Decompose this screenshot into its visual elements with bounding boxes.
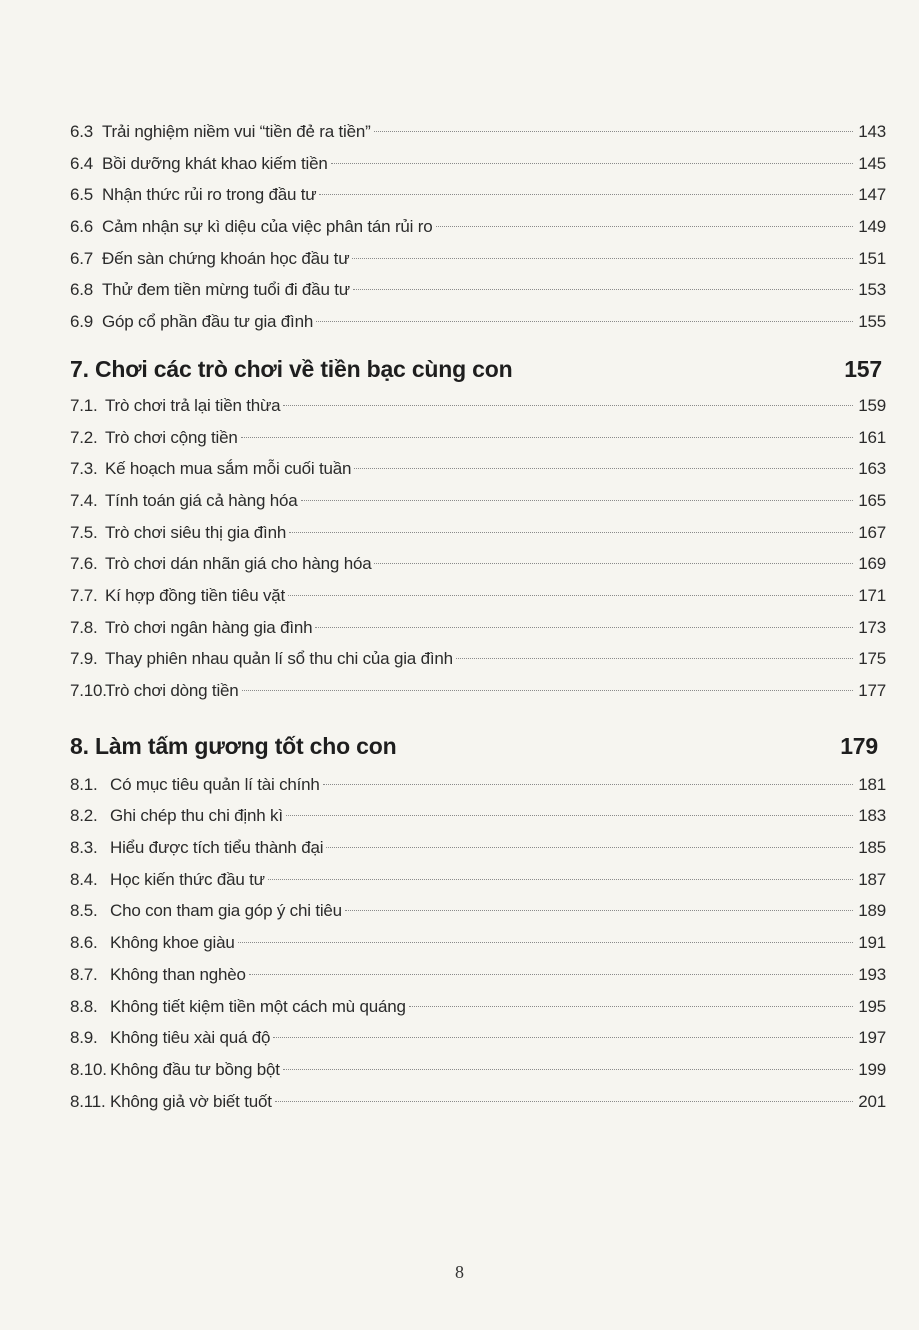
toc-entry-number: 7.1. <box>70 395 98 415</box>
toc-entry-number: 8.4. <box>70 869 98 889</box>
toc-entry-title: Trò chơi siêu thị gia đình <box>105 522 287 542</box>
toc-entry-page: 151 <box>858 248 886 268</box>
toc-entry[interactable] <box>70 1054 886 1086</box>
toc-entry-number: 6.5 <box>70 185 94 205</box>
dot-leader <box>374 563 853 564</box>
toc-entry[interactable] <box>70 832 886 864</box>
toc-entry[interactable] <box>70 895 886 927</box>
toc-entry-title: Cho con tham gia góp ý chi tiêu <box>110 901 342 921</box>
dot-leader <box>273 1037 853 1038</box>
toc-entry[interactable] <box>70 306 886 338</box>
toc-entry-number: 8.11. <box>70 1091 106 1111</box>
toc-entry-page: 183 <box>858 806 886 826</box>
toc-entry-page: 153 <box>858 280 886 300</box>
chapter-8-page: 179 <box>840 732 878 759</box>
toc-entry[interactable] <box>70 548 886 580</box>
toc-entry-number: 6.3 <box>70 122 94 141</box>
toc-entry-title: Không tiết kiệm tiền một cách mù quáng <box>110 996 406 1016</box>
toc-entry-page: 163 <box>858 459 886 479</box>
toc-entry-page: 169 <box>858 554 886 574</box>
dot-leader <box>315 627 853 628</box>
toc-entry[interactable] <box>70 991 886 1023</box>
dot-leader <box>242 690 853 691</box>
dot-leader <box>241 437 853 438</box>
dot-leader <box>268 879 853 880</box>
toc-entry-page: 177 <box>858 681 886 700</box>
toc-entry-title: Trò chơi dòng tiền <box>105 681 239 700</box>
toc-entry-number: 8.3. <box>70 838 98 858</box>
toc-entry-page: 147 <box>858 185 886 205</box>
toc-entry[interactable] <box>70 453 886 485</box>
dot-leader <box>283 405 853 406</box>
toc-entry-title: Nhận thức rủi ro trong đầu tư <box>102 185 317 205</box>
toc-entry-number: 7.2. <box>70 427 98 447</box>
toc-entry-page: 189 <box>858 901 886 921</box>
toc-entry-page: 159 <box>858 395 886 415</box>
dot-leader <box>409 1006 853 1007</box>
toc-entry-title: Trò chơi dán nhãn giá cho hàng hóa <box>105 554 372 574</box>
toc-entry-page: 185 <box>858 838 886 858</box>
toc-entry-page: 193 <box>858 964 886 984</box>
toc-entry-page: 195 <box>858 996 886 1016</box>
toc-entry[interactable] <box>70 675 886 707</box>
toc-entry-number: 7.3. <box>70 459 98 479</box>
toc-entry-title: Trải nghiệm niềm vui “tiền đẻ ra tiền” <box>102 122 371 141</box>
toc-entry-title: Trò chơi trả lại tiền thừa <box>105 395 281 415</box>
dot-leader <box>456 658 853 659</box>
dot-leader <box>301 500 853 501</box>
toc-entry-number: 6.7 <box>70 248 94 268</box>
chapter-7-page: 157 <box>844 355 882 382</box>
dot-leader <box>326 847 853 848</box>
toc-entry-title: Kế hoạch mua sắm mỗi cuối tuần <box>105 459 352 479</box>
toc-entry-title: Kí hợp đồng tiền tiêu vặt <box>105 585 286 605</box>
toc-entry-number: 8.9. <box>70 1028 98 1048</box>
toc-entry-page: 143 <box>858 122 886 141</box>
dot-leader <box>323 784 853 785</box>
toc-entry[interactable] <box>70 390 886 422</box>
section-7-list <box>70 390 886 707</box>
toc-entry[interactable] <box>70 422 886 454</box>
toc-entry[interactable] <box>70 274 886 306</box>
dot-leader <box>374 131 853 132</box>
toc-entry-title: Ghi chép thu chi định kì <box>110 806 283 826</box>
toc-entry-title: Hiểu được tích tiểu thành đại <box>110 838 324 858</box>
toc-entry[interactable] <box>70 485 886 517</box>
toc-entry-number: 8.8. <box>70 996 98 1016</box>
dot-leader <box>275 1101 853 1102</box>
toc-entry-page: 173 <box>858 617 886 637</box>
chapter-8-heading[interactable] <box>70 713 886 769</box>
toc-entry-title: Không tiêu xài quá độ <box>110 1028 271 1048</box>
toc-entry-number: 8.10. <box>70 1059 107 1079</box>
toc-entry-title: Bồi dưỡng khát khao kiếm tiền <box>102 153 328 173</box>
toc-entry[interactable] <box>70 800 886 832</box>
toc-entry-number: 8.1. <box>70 774 98 794</box>
dot-leader <box>331 163 853 164</box>
toc-entry-number: 8.2. <box>70 806 98 826</box>
toc-entry-number: 6.4 <box>70 153 94 173</box>
toc-entry-number: 7.4. <box>70 490 98 510</box>
toc-entry-title: Trò chơi ngân hàng gia đình <box>105 617 313 637</box>
toc-entry-title: Đến sàn chứng khoán học đầu tư <box>102 248 350 268</box>
toc-entry[interactable] <box>70 211 886 243</box>
toc-entry-number: 7.5. <box>70 522 98 542</box>
toc-entry-page: 181 <box>858 774 886 794</box>
toc-entry-number: 8.6. <box>70 933 98 953</box>
dot-leader <box>436 226 854 227</box>
toc-entry-page: 175 <box>858 649 886 669</box>
dot-leader <box>288 595 853 596</box>
toc-entry-title: Học kiến thức đầu tư <box>110 869 265 889</box>
chapter-7-heading[interactable] <box>70 342 886 390</box>
toc-entry-number: 7.6. <box>70 554 98 574</box>
dot-leader <box>238 942 853 943</box>
toc-entry-page: 145 <box>858 153 886 173</box>
toc-entry[interactable] <box>70 517 886 549</box>
dot-leader <box>345 910 853 911</box>
toc-entry-number: 8.5. <box>70 901 98 921</box>
dot-leader <box>249 974 853 975</box>
toc-entry-page: 191 <box>858 933 886 953</box>
section-8-list <box>70 769 886 1118</box>
dot-leader <box>283 1069 853 1070</box>
toc-entry-number: 7.7. <box>70 585 98 605</box>
toc-entry-title: Thử đem tiền mừng tuổi đi đầu tư <box>102 280 350 300</box>
toc-entry-title: Có mục tiêu quản lí tài chính <box>110 774 320 794</box>
toc-entry-page: 187 <box>858 869 886 889</box>
toc-entry-page: 161 <box>858 427 886 447</box>
toc-entry-page: 155 <box>858 312 886 332</box>
toc-entry-title: Không đầu tư bồng bột <box>110 1059 280 1079</box>
toc-entry-number: 6.6 <box>70 217 94 237</box>
dot-leader <box>353 289 853 290</box>
toc-entry[interactable] <box>70 612 886 644</box>
toc-entry-number: 6.9 <box>70 312 94 332</box>
chapter-8-title: 8. Làm tấm gương tốt cho con <box>70 732 397 759</box>
dot-leader <box>316 321 853 322</box>
toc-entry-number: 8.7. <box>70 964 98 984</box>
toc-entry-page: 167 <box>858 522 886 542</box>
toc-entry[interactable] <box>70 643 886 675</box>
toc-entry[interactable] <box>70 148 886 180</box>
toc-entry[interactable] <box>70 179 886 211</box>
toc-entry-title: Cảm nhận sự kì diệu của việc phân tán rủi ro <box>102 217 433 237</box>
toc-entry-number: 7.8. <box>70 617 98 637</box>
dot-leader <box>289 532 853 533</box>
toc-entry[interactable] <box>70 580 886 612</box>
toc-entry-title: Không than nghèo <box>110 964 246 984</box>
toc-entry-title: Không khoe giàu <box>110 933 235 953</box>
toc-entry-page: 149 <box>858 217 886 237</box>
toc-entry-title: Góp cổ phần đầu tư gia đình <box>102 312 314 332</box>
toc-entry[interactable] <box>70 1022 886 1054</box>
toc-entry-page: 171 <box>858 585 886 605</box>
page-number: 8 <box>455 1262 464 1282</box>
toc-entry[interactable] <box>70 864 886 896</box>
toc-entry[interactable] <box>70 959 886 991</box>
dot-leader <box>354 468 853 469</box>
toc-entry-title: Trò chơi cộng tiền <box>105 427 238 447</box>
toc-entry[interactable] <box>70 243 886 275</box>
toc-entry[interactable] <box>70 927 886 959</box>
toc-entry[interactable] <box>70 769 886 801</box>
toc-entry-number: 7.10. <box>70 681 107 700</box>
toc-entry-title: Không giả vờ biết tuốt <box>110 1091 272 1111</box>
toc-entry-title: Thay phiên nhau quản lí sổ thu chi của gia đình <box>105 649 453 669</box>
toc-entry-title: Tính toán giá cả hàng hóa <box>105 490 298 510</box>
toc-entry-page: 199 <box>858 1059 886 1079</box>
toc-entry-page: 197 <box>858 1028 886 1048</box>
toc-entry-page: 165 <box>858 490 886 510</box>
toc-entry-number: 7.9. <box>70 649 98 669</box>
toc-entry[interactable] <box>70 1086 886 1118</box>
dot-leader <box>286 815 853 816</box>
toc-entry-number: 6.8 <box>70 280 94 300</box>
toc-entry-page: 201 <box>858 1091 886 1111</box>
dot-leader <box>319 194 853 195</box>
toc-entry[interactable] <box>70 116 886 148</box>
dot-leader <box>352 258 853 259</box>
table-of-contents <box>70 116 886 1117</box>
chapter-7-title: 7. Chơi các trò chơi về tiền bạc cùng con <box>70 355 513 382</box>
section-6-list <box>70 116 886 338</box>
